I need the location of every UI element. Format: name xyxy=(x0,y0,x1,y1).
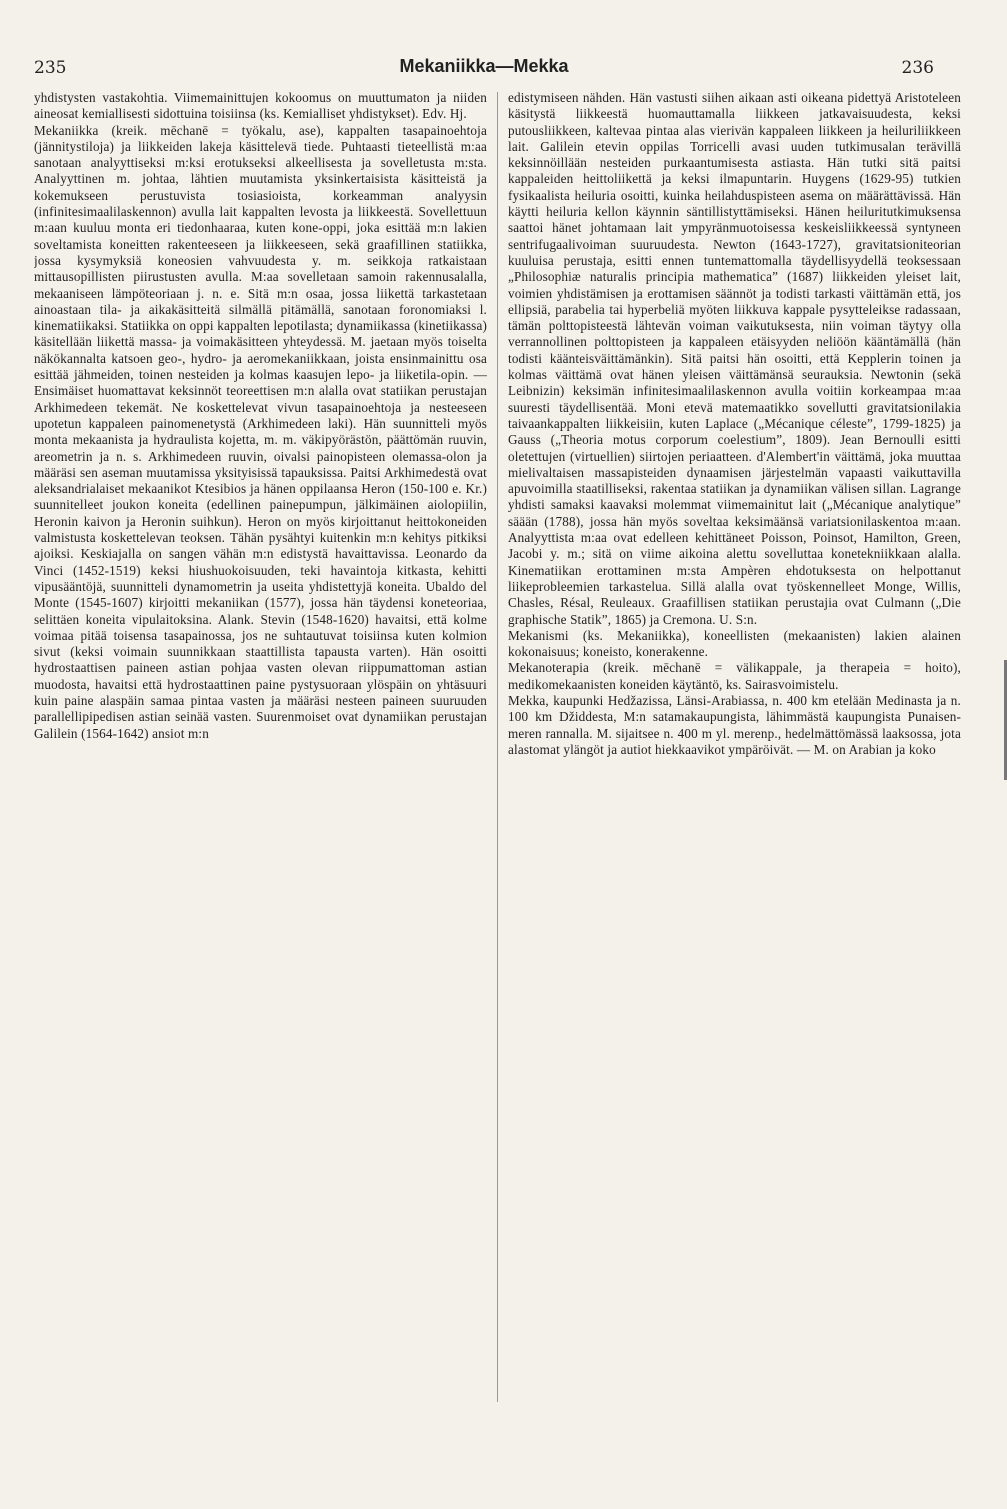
column-divider xyxy=(497,92,498,1402)
right-column xyxy=(508,90,961,1410)
left-column xyxy=(34,90,487,1410)
entry-mekanismi: Mekanismi (ks. Mekaniikka), koneellisten (mekaanisten) lakien alainen kokonaisuus; koneisto, konerakenne. xyxy=(508,627,961,660)
page-number-right: 236 xyxy=(901,58,934,78)
left-paragraph-1: yhdistysten vastakohtia. Viimemainittujen kokoomus on muuttumaton ja niiden aineosat kemiallisesti sidottuina toisiinsa (ks. Kemialliset yhdistykset). Edv. Hj. xyxy=(34,90,487,122)
running-title: Mekaniikka—Mekka xyxy=(399,56,569,76)
left-paragraph-2: Mekaniikka (kreik. mēchanē = työkalu, ase), kappalten tasapainoehtoja (jännitystiloja) ja liikkeiden lakeja käsittelevä tiede. Puhtaasti tieteellistä m:aa sanotaan analyyttiseksi m:ksi erotukseksi alkeellisesta ja sovelletusta m:sta. Analyyttinen m. johtaa, lähtien muutamista yksinkertaisista käsitteistä ja kokemukseen perustuvista tosiasioista, korkeamman analyysin (infinitesimaalilaskennon) avulla lait kappalten levosta ja liikkeestä. Sovellettuun m:aan kuuluu monta eri tiedonhaaraa, kuten kone-oppi, joka esittää m:n lakien soveltamista koneitten rakenteeseen ja liikkeeseen, sekä graafillinen statiikka, jossa kysymyksiä koneosien vahvuudesta y. m. seikkoja ratkaistaan mittausopillisten piirustusten avulla. M:aa sovelletaan samoin rakennusalalla, mekaaniseen lämpöteoriaan j. n. e. Sitä m:n osaa, jossa liikettä tarkastetaan ainoastaan tila- ja aikakäsitteitä silmällä pitämällä, sanotaan foronomiaksi l. kinematiikaksi. Statiikka on oppi kappalten lepotilasta; dynamiikassa (kinetiikassa) käsitellään liikettä massa- ja voimakäsitteen yhteydessä. M. jaetaan myös toiselta näkökannalta katsoen geo-, hydro- ja aeromekaniikkaan, joista ensinmainittu osa esittää jähmeiden, toinen nesteiden ja kolmas kaasujen lepo- ja liiketila-opin. — Ensimäiset huomattavat keksinnöt teoreettisen m:n alalla ovat statiikan perustajan Arkhimedeen tekemät. Ne koskettelevat vivun tasapainoehtoja ja nesteeseen upotetun kappaleen painomenetystä (Arkhimedeen laki). Hän suunnitteli myös monta mekaanista ja hydraulista kojetta, m. m. väkipyörästön, päättömän ruuvin, areometrin ja n. s. Arkhimedeen ruuvin, oivalsi painopisteen olemassa-olon ja määräsi sen aseman muutamissa yksityisissä tapauksissa. Paitsi Arkhimedestä ovat aleksandrialaiset mekaanikot Ktesibios ja hänen oppilaansa Heron (150-100 e. Kr.) suunnitelleet joukon koneita (edellinen painepumpun, jälkimäinen aiolopiilin, Heronin kaivon ja Heronin suihkun). Heron on myös kirjoittanut heittokoneiden valmistusta koskettelevan teoksen. Tähän pysähtyi kuitenkin m:n kehitys pitkiksi ajoiksi. Keskiajalla on sangen vähän m:n edistystä havaittavissa. Leonardo da Vinci (1452-1519) keksi hiushuokoisuuden, teki havaintoja kitkasta, kehitti vipusääntöjä, suunnitteli dynamometrin ja useita yhdistettyjä koneita. Ubaldo del Monte (1545-1607) kirjoitti mekaniikan (1577), jossa hän täydensi koneteoriaa, selittäen koneita vipulaitoksina. Alank. Stevin (1548-1620) havaitsi, että kolme voimaa pitää toisensa tasapainossa, jos ne suhtautuvat toisiinsa kuten kolmion sivut (keksi voimain suunnikkaan staattillista tapausta varten). Hän osoitti hydrostaattisen paineen astian pohjaa vasten olevan riippumattoman astian muodosta, havaitsi että hydrostaattinen paine pystysuoraan ylöspäin on yhtäsuuri kuin paine alaspäin samaa pintaa vasten ja määräsi nesteen paineen suuruuden parallellipipedisen astian seinää vasten. Suurenmoiset ovat dynamiikan perustajan Galilein (1564-1642) ansiot m:n xyxy=(34,122,487,741)
entry-mekanoterapia: Mekanoterapia (kreik. mēchanē = välikappale, ja therapeia = hoito), medikomekaanisten koneiden käytäntö, ks. Sairasvoimistelu. xyxy=(508,660,961,692)
right-paragraph-1: edistymiseen nähden. Hän vastusti siihen aikaan asti oikeana pidettyä Aristoteleen käsitystä liikkeestä huomauttamalla liikkeen jatkavaisuudesta, keksi putousliikkeen, kaltevaa pintaa alas vierivän kappaleen liikkeen ja heiluriliikkeen lait. Galilein etevin oppilas Torricelli avasi uuden tutkimusalan terävillä keksinnöillään nesteiden purkaantumisesta astiasta. Hän tutki sitä paitsi kappaleiden heittoliikettä ja keksi ilmapuntarin. Huygens (1629-95) tutkien fysikaalista heiluria osoitti, kuinka heilahduspisteen asema on määrättävissä. Hän käytti heiluria kellon käynnin säntillistyttämiseksi. Hänen heiluritutkimuksensa saattoi hänet johtamaan lait ympyränmuotoisessa keskeisliikkeessä syntyneen sentrifugaalivoiman suuruudesta. Newton (1643-1727), gravitatsioniteorian kuuluisa perustaja, esitti ennen tuntemattomalla täydellisyydellä teoksessaan „Philosophiæ naturalis principia mathematica” (1687) liikkeiden yleiset lait, voimien yhdistämisen ja erottamisen säännöt ja todisti tarkasti väittämän että, jos ellipsiä, parabelia tai hyperbeliä myöten liikkuva kappale pysytteleikse radassaan, tämän polttopisteestä lähtevän voiman vaikutuksesta, niin voiman täytyy olla verrannollinen polttopisteen ja kappaleen etäisyyden neliöön kääntämällä (hän todisti käänteisväittämänkin). Sitä paitsi hän osoitti, että Kepplerin toinen ja kolmas väittämä ovat hänen yleisen väittämänsä seurauksia. Newtonin (sekä Leibnizin) keksimän infinitesimaalilaskennon avulla voitiin korkeampaa m:aa suuresti täydellisentää. Moni etevä matemaatikko sovellutti gravitatsionilakia taivaankappalten liikkeisiin, kuten Laplace („Mécanique céleste”, 1799-1825) ja Gauss („Theoria motus corporum coelestium”, 1809). Jean Bernoulli esitti oletettujen (virtuellien) siirtojen periaatteen. d'Alembert'in väittämä, joka muuttaa mielivaltaisen massapisteiden dynaamisen järjestelmän vapaasti vaikuttavilla apuvoimilla staatilliseksi, rakentaa statiikan ja dynamiikan välisen sillan. Lagrange yhdisti samaksi kaavaksi molemmat viimemainitut lait („Mécanique analytique” säään (1788), jossa hän myös soveltaa keksimäänsä variatsionilaskentoa m:aan. Analyyttista m:aa ovat edelleen kehittäneet Poisson, Poinsot, Hamilton, Green, Jacobi y. m.; sitä on viime aikoina alettu sovelluttaa konetekniikkaan alalla. Kinematiikan erottaminen m:sta Ampèren ehdotuksesta on helpottanut liikeprobleemien tarkastelua. Sillä alalla ovat työskennelleet Monge, Willis, Chasles, Résal, Reuleaux. Graafillisen statiikan perustajia ovat Culmann („Die graphische Statik”, 1865) ja Cremona. U. S:n. xyxy=(508,90,961,627)
entry-mekka: Mekka, kaupunki Hedžazissa, Länsi-Arabiassa, n. 400 km etelään Medinasta ja n. 100 km Džiddesta, M:n satamakaupungista, lähimmästä kaupungista Punaisen-meren rannalla. M. sijaitsee n. 400 m yl. merenp., hedelmättömässä laaksossa, jota alastomat ylängöt ja autiot hiekkaavikot ympäröivät. — M. on Arabian ja koko xyxy=(508,692,961,757)
page-header xyxy=(34,58,934,82)
page-number-left: 235 xyxy=(34,58,67,78)
